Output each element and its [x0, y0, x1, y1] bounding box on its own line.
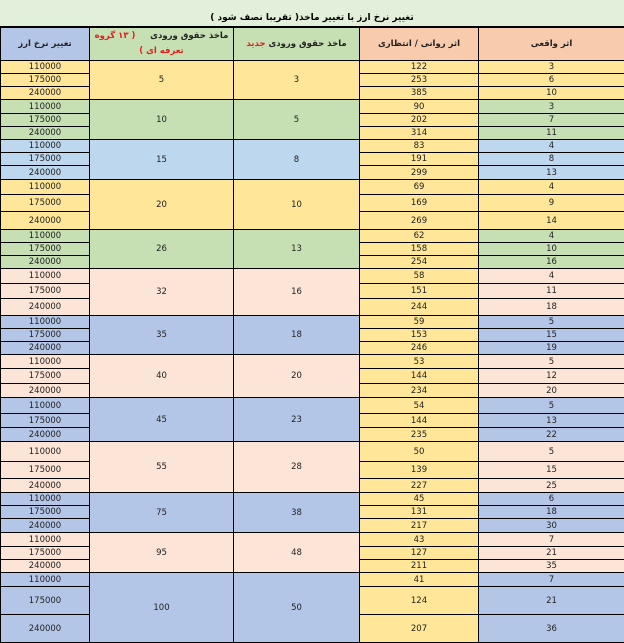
table-row: [1, 442, 624, 462]
cell-base-tariff[interactable]: 55: [90, 442, 234, 493]
cell-exchange-rate[interactable]: 175000: [1, 153, 90, 166]
table-row: [1, 230, 624, 243]
header-new-base-note: جدید: [246, 39, 265, 49]
cell-real-effect[interactable]: 18: [479, 299, 624, 316]
cell-base-tariff[interactable]: 26: [90, 230, 234, 269]
cell-exchange-rate[interactable]: 175000: [1, 547, 90, 560]
header-base-tariff-group-label: ماخذ حقوق ورودی: [150, 31, 228, 41]
cell-psychological-effect[interactable]: 234: [360, 384, 479, 398]
cell-psychological-effect[interactable]: 244: [360, 299, 479, 316]
table-row: [1, 533, 624, 547]
cell-psychological-effect[interactable]: 202: [360, 114, 479, 127]
cell-psychological-effect[interactable]: 235: [360, 428, 479, 442]
cell-exchange-rate[interactable]: 240000: [1, 479, 90, 493]
cell-psychological-effect[interactable]: 59: [360, 316, 479, 329]
cell-exchange-rate[interactable]: 240000: [1, 256, 90, 269]
cell-real-effect[interactable]: 8: [479, 153, 624, 166]
cell-psychological-effect[interactable]: 139: [360, 462, 479, 479]
cell-real-effect[interactable]: 6: [479, 493, 624, 506]
cell-new-base[interactable]: 50: [234, 573, 360, 643]
cell-exchange-rate[interactable]: 110000: [1, 533, 90, 547]
cell-psychological-effect[interactable]: 151: [360, 284, 479, 299]
cell-real-effect[interactable]: 7: [479, 573, 624, 587]
cell-exchange-rate[interactable]: 240000: [1, 299, 90, 316]
cell-real-effect[interactable]: 13: [479, 166, 624, 180]
cell-psychological-effect[interactable]: 83: [360, 140, 479, 153]
cell-psychological-effect[interactable]: 269: [360, 212, 479, 230]
header-exchange-rate[interactable]: تغییر نرخ ارز: [1, 28, 90, 61]
sheet-title: تغییر نرخ ارز با تغییر ماخذ( تقریبا نصف شود ): [0, 0, 624, 27]
cell-psychological-effect[interactable]: 211: [360, 560, 479, 573]
cell-exchange-rate[interactable]: 240000: [1, 519, 90, 533]
cell-base-tariff[interactable]: 15: [90, 140, 234, 180]
cell-real-effect[interactable]: 3: [479, 100, 624, 114]
cell-real-effect[interactable]: 35: [479, 560, 624, 573]
cell-psychological-effect[interactable]: 314: [360, 127, 479, 140]
cell-real-effect[interactable]: 21: [479, 587, 624, 615]
cell-exchange-rate[interactable]: 240000: [1, 212, 90, 230]
cell-exchange-rate[interactable]: 110000: [1, 316, 90, 329]
cell-real-effect[interactable]: 10: [479, 243, 624, 256]
cell-exchange-rate[interactable]: 175000: [1, 587, 90, 615]
table-row: [1, 140, 624, 153]
cell-psychological-effect[interactable]: 144: [360, 369, 479, 384]
cell-psychological-effect[interactable]: 131: [360, 506, 479, 519]
cell-real-effect[interactable]: 4: [479, 140, 624, 153]
table-body: [1, 61, 624, 643]
cell-new-base[interactable]: 28: [234, 442, 360, 493]
cell-real-effect[interactable]: 11: [479, 127, 624, 140]
cell-real-effect[interactable]: 25: [479, 479, 624, 493]
cell-real-effect[interactable]: 5: [479, 442, 624, 462]
cell-exchange-rate[interactable]: 110000: [1, 398, 90, 414]
cell-real-effect[interactable]: 3: [479, 61, 624, 74]
cell-base-tariff[interactable]: 100: [90, 573, 234, 643]
cell-exchange-rate[interactable]: 240000: [1, 428, 90, 442]
cell-exchange-rate[interactable]: 175000: [1, 195, 90, 212]
cell-psychological-effect[interactable]: 43: [360, 533, 479, 547]
table-row: [1, 493, 624, 506]
table-row: [1, 316, 624, 329]
cell-psychological-effect[interactable]: 45: [360, 493, 479, 506]
table-row: [1, 61, 624, 74]
cell-real-effect[interactable]: 13: [479, 414, 624, 428]
cell-psychological-effect[interactable]: 41: [360, 573, 479, 587]
cell-psychological-effect[interactable]: 217: [360, 519, 479, 533]
cell-base-tariff[interactable]: 95: [90, 533, 234, 573]
cell-real-effect[interactable]: 30: [479, 519, 624, 533]
cell-base-tariff[interactable]: 40: [90, 355, 234, 398]
cell-exchange-rate[interactable]: 110000: [1, 180, 90, 195]
cell-new-base[interactable]: 3: [234, 61, 360, 100]
cell-psychological-effect[interactable]: 144: [360, 414, 479, 428]
cell-exchange-rate[interactable]: 110000: [1, 61, 90, 74]
cell-base-tariff[interactable]: 5: [90, 61, 234, 100]
cell-new-base[interactable]: 5: [234, 100, 360, 140]
table-row: [1, 573, 624, 587]
cell-real-effect[interactable]: 4: [479, 230, 624, 243]
cell-exchange-rate[interactable]: 110000: [1, 100, 90, 114]
cell-psychological-effect[interactable]: 254: [360, 256, 479, 269]
cell-exchange-rate[interactable]: 175000: [1, 114, 90, 127]
cell-real-effect[interactable]: 16: [479, 256, 624, 269]
cell-exchange-rate[interactable]: 240000: [1, 87, 90, 100]
cell-psychological-effect[interactable]: 124: [360, 587, 479, 615]
cell-exchange-rate[interactable]: 175000: [1, 462, 90, 479]
cell-base-tariff[interactable]: 32: [90, 269, 234, 316]
cell-psychological-effect[interactable]: 69: [360, 180, 479, 195]
cell-real-effect[interactable]: 19: [479, 342, 624, 355]
cell-psychological-effect[interactable]: 122: [360, 61, 479, 74]
cell-exchange-rate[interactable]: 240000: [1, 615, 90, 643]
cell-new-base[interactable]: 20: [234, 355, 360, 398]
cell-real-effect[interactable]: 7: [479, 114, 624, 127]
cell-psychological-effect[interactable]: 246: [360, 342, 479, 355]
cell-base-tariff[interactable]: 75: [90, 493, 234, 533]
cell-exchange-rate[interactable]: 240000: [1, 166, 90, 180]
cell-base-tariff[interactable]: 20: [90, 180, 234, 230]
cell-exchange-rate[interactable]: 175000: [1, 284, 90, 299]
cell-real-effect[interactable]: 36: [479, 615, 624, 643]
cell-psychological-effect[interactable]: 58: [360, 269, 479, 284]
cell-psychological-effect[interactable]: 62: [360, 230, 479, 243]
header-new-base[interactable]: [234, 28, 360, 61]
cell-real-effect[interactable]: 18: [479, 506, 624, 519]
cell-new-base[interactable]: 18: [234, 316, 360, 355]
cell-exchange-rate[interactable]: 240000: [1, 127, 90, 140]
cell-real-effect[interactable]: 4: [479, 269, 624, 284]
header-base-tariff-group-note: ( ۱۳ گروه تعرفه ای ): [95, 31, 184, 56]
cell-real-effect[interactable]: 5: [479, 355, 624, 369]
cell-exchange-rate[interactable]: 110000: [1, 573, 90, 587]
exchange-rate-table: [0, 27, 624, 643]
cell-psychological-effect[interactable]: 253: [360, 74, 479, 87]
cell-psychological-effect[interactable]: 54: [360, 398, 479, 414]
cell-exchange-rate[interactable]: 110000: [1, 140, 90, 153]
cell-exchange-rate[interactable]: 110000: [1, 442, 90, 462]
cell-real-effect[interactable]: 6: [479, 74, 624, 87]
table-row: [1, 180, 624, 195]
cell-exchange-rate[interactable]: 110000: [1, 355, 90, 369]
cell-new-base[interactable]: 8: [234, 140, 360, 180]
cell-psychological-effect[interactable]: 158: [360, 243, 479, 256]
cell-new-base[interactable]: 38: [234, 493, 360, 533]
cell-exchange-rate[interactable]: 240000: [1, 342, 90, 355]
cell-psychological-effect[interactable]: 53: [360, 355, 479, 369]
cell-psychological-effect[interactable]: 227: [360, 479, 479, 493]
cell-real-effect[interactable]: 5: [479, 316, 624, 329]
cell-base-tariff[interactable]: 10: [90, 100, 234, 140]
cell-exchange-rate[interactable]: 175000: [1, 414, 90, 428]
cell-psychological-effect[interactable]: 90: [360, 100, 479, 114]
table-row: [1, 269, 624, 284]
cell-exchange-rate[interactable]: 110000: [1, 230, 90, 243]
cell-new-base[interactable]: 10: [234, 180, 360, 230]
header-new-base-label: ماخذ حقوق ورودی: [268, 39, 346, 49]
cell-real-effect[interactable]: 9: [479, 195, 624, 212]
cell-exchange-rate[interactable]: 110000: [1, 269, 90, 284]
table-row: [1, 355, 624, 369]
cell-psychological-effect[interactable]: 191: [360, 153, 479, 166]
cell-exchange-rate[interactable]: 240000: [1, 384, 90, 398]
cell-real-effect[interactable]: 15: [479, 329, 624, 342]
cell-real-effect[interactable]: 15: [479, 462, 624, 479]
cell-exchange-rate[interactable]: 175000: [1, 243, 90, 256]
cell-base-tariff[interactable]: 45: [90, 398, 234, 442]
cell-base-tariff[interactable]: 35: [90, 316, 234, 355]
cell-psychological-effect[interactable]: 127: [360, 547, 479, 560]
cell-real-effect[interactable]: 10: [479, 87, 624, 100]
cell-psychological-effect[interactable]: 299: [360, 166, 479, 180]
cell-exchange-rate[interactable]: 175000: [1, 369, 90, 384]
cell-real-effect[interactable]: 14: [479, 212, 624, 230]
cell-psychological-effect[interactable]: 385: [360, 87, 479, 100]
table-row: [1, 398, 624, 414]
cell-exchange-rate[interactable]: 175000: [1, 74, 90, 87]
cell-real-effect[interactable]: 22: [479, 428, 624, 442]
cell-real-effect[interactable]: 11: [479, 284, 624, 299]
cell-exchange-rate[interactable]: 175000: [1, 506, 90, 519]
header-real-effect[interactable]: اثر واقعی: [479, 28, 624, 61]
header-base-tariff-group[interactable]: [90, 28, 234, 61]
cell-real-effect[interactable]: 12: [479, 369, 624, 384]
cell-psychological-effect[interactable]: 169: [360, 195, 479, 212]
cell-real-effect[interactable]: 5: [479, 398, 624, 414]
cell-new-base[interactable]: 16: [234, 269, 360, 316]
cell-real-effect[interactable]: 4: [479, 180, 624, 195]
cell-real-effect[interactable]: 7: [479, 533, 624, 547]
header-psychological-effect[interactable]: اثر روانی / انتظاری: [360, 28, 479, 61]
cell-real-effect[interactable]: 21: [479, 547, 624, 560]
cell-psychological-effect[interactable]: 50: [360, 442, 479, 462]
cell-psychological-effect[interactable]: 153: [360, 329, 479, 342]
cell-new-base[interactable]: 13: [234, 230, 360, 269]
cell-new-base[interactable]: 23: [234, 398, 360, 442]
table-row: [1, 100, 624, 114]
cell-new-base[interactable]: 48: [234, 533, 360, 573]
cell-exchange-rate[interactable]: 175000: [1, 329, 90, 342]
cell-psychological-effect[interactable]: 207: [360, 615, 479, 643]
cell-exchange-rate[interactable]: 110000: [1, 493, 90, 506]
cell-exchange-rate[interactable]: 240000: [1, 560, 90, 573]
cell-real-effect[interactable]: 20: [479, 384, 624, 398]
